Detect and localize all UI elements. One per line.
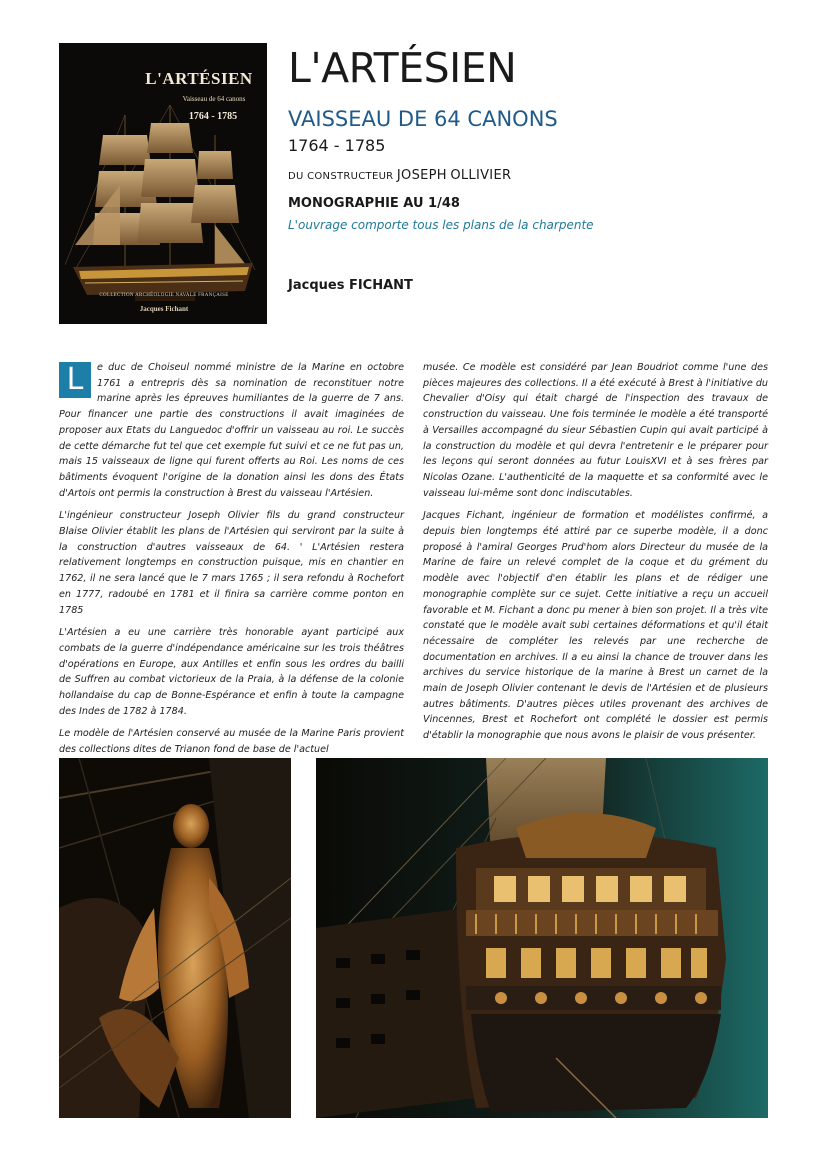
monograph-note: L'ouvrage comporte tous les plans de la charpente bbox=[288, 218, 594, 232]
page-dates: 1764 - 1785 bbox=[288, 136, 386, 155]
builder-last-name: OLLIVIER bbox=[450, 168, 512, 183]
paragraph-1 bbox=[59, 360, 404, 501]
paragraph-4: Le modèle de l'Artésien conservé au musée de la Marine Paris provient des collections dites de Trianon fond de base de l'actuel bbox=[59, 728, 404, 756]
paragraph-6: Jacques Fichant, ingénieur de formation et modélistes confirmé, a depuis bien longtemps été attiré par ce superbe modèle, il a donc proposé à l'amiral Georges Prud'hom alors Directeur du musée de la Marine de faire un relevé complet de la coque et du grément du modèle avec l'objectif d'en établir les plans et de rédiger une monographie complète sur ce sujet. Cette initiative a reçu un accueil favorable et M. Fichant a donc pu mener à bien son projet. Il a très vite constaté que le modèle avait subi certaines déformations et qu'il était nécessaire de compléter les relevés par une recherche de documentation en archives. Il a eu ainsi la chance de trouver dans les archives du service historique de la marine à Brest un carnet de la main de Joseph Olivier contenant le devis de l'Artésien et de plusieurs autres bâtiments. D'autres pièces utiles provenant des archives de Vincennes, Brest et Rochefort ont complété le dossier est permis d'établir la monographie que nous avons le plaisir de vous présenter. bbox=[423, 510, 768, 742]
book-cover bbox=[59, 43, 267, 324]
monograph-scale: MONOGRAPHIE AU 1/48 bbox=[288, 196, 460, 211]
figurehead-photo bbox=[59, 758, 291, 1118]
drop-cap: L bbox=[59, 362, 91, 398]
builder-prefix: DU CONSTRUCTEUR bbox=[288, 171, 394, 182]
cover-collection: COLLECTION ARCHÉOLOGIE NAVALE FRANÇAISE bbox=[99, 293, 229, 298]
paragraph-3: L'Artésien a eu une carrière très honorable ayant participé aux combats de la guerre d'indépendance américaine sur les trois théâtres d'opérations en Europe, aux Antilles et enfin sous les ordres du bailli de Suffren au combat victorieux de la Praia, à la défense de la colonie hollandaise du cap de Bonne-Espérance et enfin à toute la campagne des Indes de 1782 à 1784. bbox=[59, 627, 404, 717]
author-name: Jacques FICHANT bbox=[288, 278, 413, 293]
cover-title: L'ARTÉSIEN bbox=[145, 69, 253, 88]
cover-author: Jacques Fichant bbox=[139, 305, 189, 313]
paragraph-1-text: e duc de Choiseul nommé ministre de la Marine en octobre 1761 a entrepris dès sa nomination de reconstituer notre marine après les épreuves humiliantes de la guerre de 7 ans. Pour financer une partie des constructions il avait imaginées de proposer aux Etats du Languedoc d'offrir un vaisseau au roi. Le succès de cette démarche fut tel que cet exemple fut suivi et ce ne fut pas un, mais 15 vaisseaux de ligne qui furent offerts au Roi. Les noms de ces bâtiments évoquent l'origine de la donation ainsi les dons des États d'Artois ont permis la construction à Brest du vaisseau l'Artésien. bbox=[59, 362, 404, 499]
cover-subtitle: Vaisseau de 64 canons bbox=[182, 95, 246, 103]
paragraph-2: L'ingénieur constructeur Joseph Olivier fils du grand constructeur Blaise Olivier établit les plans de l'Artésien qui serviront par la suite à la construction d'autres vaisseaux de 64. ' L'Artésien restera relativement longtemps en construction puisque, mis en chantier en 1762, il ne sera lancé que le 7 mars 1765 ; il sera refondu à Rochefort en 1777, radoubé en 1781 et il finira sa carrière comme ponton en 1785 bbox=[59, 510, 404, 616]
paragraph-5: musée. Ce modèle est considéré par Jean Boudriot comme l'une des pièces majeures des collections. Il a été exécuté à Brest à l'initiative du Chevalier d'Oisy qui était chargé de l'inspection des travaux de construction du vaisseau. Une fois terminée le modèle a été transporté à Versailles accompagné du sieur Sébastien Cupin qui avait participé à la construction du modèle et qui devra l'entretenir e le préparer pour les leçons qui seront données au futur LouisXVI et à ses frères par Nicolas Ozane. L'authenticité de la maquette et sa conformité avec le vaisseau lui-même sont donc indiscutables. bbox=[423, 362, 768, 499]
builder-first-name: JOSEPH bbox=[396, 168, 447, 183]
ship-model-illustration bbox=[65, 95, 261, 315]
page-title: L'ARTÉSIEN bbox=[288, 44, 517, 92]
text-column-left bbox=[59, 360, 404, 765]
ship-stern-photo bbox=[316, 758, 768, 1118]
builder-line bbox=[288, 168, 511, 183]
text-column-right bbox=[423, 360, 768, 751]
cover-dates: 1764 - 1785 bbox=[188, 111, 238, 122]
page-subtitle: VAISSEAU DE 64 CANONS bbox=[288, 107, 558, 131]
